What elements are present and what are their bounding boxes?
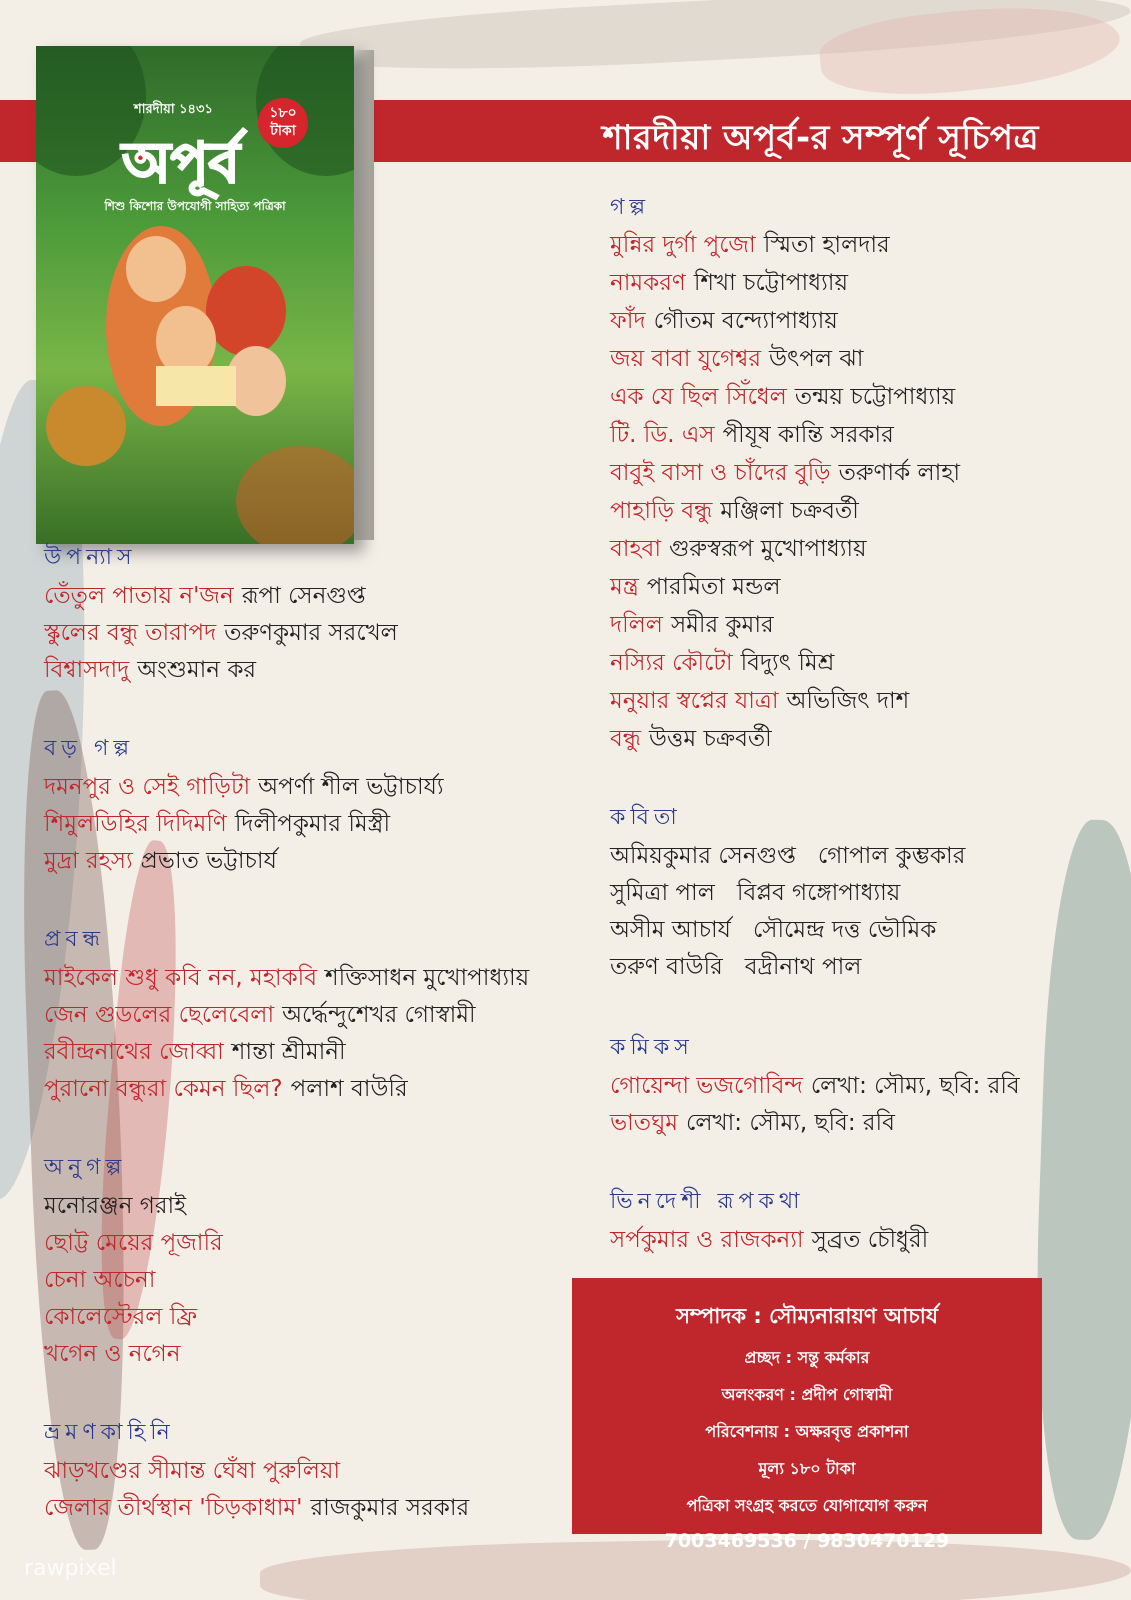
section-label-kabita: কবিতা	[610, 805, 682, 830]
list-item: মনুয়ার স্বপ্নের যাত্রা অভিজিৎ দাশ	[610, 688, 910, 714]
list-item: কোলেস্টেরল ফ্রি	[44, 1304, 198, 1330]
cover-flowers-illustration	[236, 446, 354, 544]
list-item: ভাতঘুম লেখা: সৌম্য, ছবি: রবি	[610, 1110, 895, 1136]
cover-credit: প্রচ্ছদ : সন্তু কর্মকার	[744, 1348, 870, 1367]
list-item: সুমিত্রা পাল বিপ্লব গঙ্গোপাধ্যায়	[610, 880, 901, 906]
credits-box	[572, 1278, 1042, 1552]
distribution-credit: পরিবেশনায় : অক্ষরবৃত্ত প্রকাশনা	[705, 1422, 909, 1441]
list-item: মাইকেল শুধু কবি নন, মহাকবি শক্তিসাধন মুখোপাধ্যায়	[44, 965, 530, 991]
list-item: তেঁতুল পাতায় ন'জন রূপা সেনগুপ্ত	[44, 583, 366, 609]
list-item: অসীম আচার্য সৌমেন্দ্র দত্ত ভৌমিক	[610, 917, 937, 943]
list-item: সর্পকুমার ও রাজকন্যা সুব্রত চৌধুরী	[610, 1227, 929, 1253]
list-item: ঝাড়খণ্ডের সীমান্ত ঘেঁষা পুরুলিয়া	[44, 1458, 341, 1484]
list-item: খগেন ও নগেন	[44, 1341, 181, 1367]
cover-issue-label: শারদীয়া ১৪৩১	[134, 102, 213, 117]
lion-illustration	[46, 386, 126, 466]
magazine-cover	[36, 46, 354, 544]
list-item: জেন গুডলের ছেলেবেলা অর্দ্ধেন্দুশেখর গোস্বামী	[44, 1002, 476, 1028]
section-label-bideshi: ভিনদেশী রূপকথা	[610, 1189, 805, 1214]
list-item: গোয়েন্দা ভজগোবিন্দ লেখা: সৌম্য, ছবি: রবি	[610, 1073, 1020, 1099]
section-label-galpo: গল্প	[610, 195, 651, 220]
section-label-baro-galpo: বড় গল্প	[44, 736, 135, 761]
anugalpo-author: মনোরঞ্জন গরাই	[44, 1193, 187, 1219]
list-item: বিশ্বাসদাদু অংশুমান কর	[44, 657, 257, 683]
section-label-comics: কমিকস	[610, 1035, 694, 1060]
child-figure-illustration	[206, 266, 286, 356]
illustration-credit: অলংকরণ : প্রদীপ গোস্বামী	[721, 1385, 893, 1404]
mother-face-illustration	[126, 236, 186, 302]
list-item: জেলার তীর্থস্থান 'চিড়কাধাম' রাজকুমার সরকার	[44, 1495, 470, 1521]
section-label-bhraman: ভ্রমণকাহিনি	[44, 1420, 175, 1445]
cover-title: অপূর্ব	[122, 131, 240, 196]
list-item: দমনপুর ও সেই গাড়িটা অপর্ণা শীল ভট্টাচার্য্য	[44, 774, 444, 800]
list-item: টি. ডি. এস পীযূষ কান্তি সরকার	[610, 422, 894, 448]
section-label-prabandha: প্রবন্ধ	[44, 927, 106, 952]
list-item: রবীন্দ্রনাথের জোব্বা শান্তা শ্রীমানী	[44, 1039, 346, 1065]
list-item: ছোট্ট মেয়ের পূজারি	[44, 1230, 223, 1256]
list-item: এক যে ছিল সিঁধেল তন্ময় চট্টোপাধ্যায়	[610, 384, 956, 410]
editor-credit: সম্পাদক : সৌম্যনারায়ণ আচার্য	[676, 1304, 938, 1328]
cover-price-badge: ১৮০ টাকা	[258, 98, 308, 148]
list-item: শিমুলডিহির দিদিমণি দিলীপকুমার মিস্ত্রী	[44, 811, 391, 837]
cover-tagline: শিশু কিশোর উপযোগী সাহিত্য পত্রিকা	[104, 199, 286, 213]
list-item: নস্যির কৌটো বিদ্যুৎ মিশ্র	[610, 650, 835, 676]
list-item: নামকরণ শিখা চট্টোপাধ্যায়	[610, 270, 848, 296]
phone-numbers: 7003469536 / 9830470129	[664, 1530, 950, 1552]
brush-stroke-green-right	[1027, 818, 1131, 1541]
list-item: স্কুলের বন্ধু তারাপদ তরুণকুমার সরখেল	[44, 620, 398, 646]
book-spine	[354, 50, 374, 540]
watermark: rawpixel	[24, 1556, 117, 1581]
section-label-upanyas: উপন্যাস	[44, 545, 137, 570]
list-item: জয় বাবা যুগেশ্বর উৎপল ঝা	[610, 346, 864, 372]
list-item: চেনা অচেনা	[44, 1267, 156, 1293]
list-item: পুরানো বন্ধুরা কেমন ছিল? পলাশ বাউরি	[44, 1076, 408, 1102]
price-text: মূল্য ১৮০ টাকা	[758, 1459, 856, 1478]
open-book-illustration	[156, 366, 236, 406]
list-item: দলিল সমীর কুমার	[610, 612, 774, 638]
list-item: বাবুই বাসা ও চাঁদের বুড়ি তরুণার্ক লাহা	[610, 460, 961, 486]
list-item: মন্ত্র পারমিতা মন্ডল	[610, 574, 781, 600]
list-item: বাহবা গুরুস্বরূপ মুখোপাধ্যায়	[610, 536, 867, 562]
list-item: তরুণ বাউরি বদ্রীনাথ পাল	[610, 954, 862, 980]
section-label-anugalpo: অনুগল্প	[44, 1155, 127, 1180]
list-item: পাহাড়ি বন্ধু মঞ্জিলা চক্রবর্তী	[610, 498, 859, 524]
page-title: শারদীয়া অপূর্ব-র সম্পূর্ণ সূচিপত্র	[602, 118, 1039, 158]
list-item: মুন্নির দুর্গা পুজো স্মিতা হালদার	[610, 232, 890, 258]
list-item: অমিয়কুমার সেনগুপ্ত গোপাল কুম্ভকার	[610, 843, 966, 869]
list-item: বন্ধু উত্তম চক্রবর্তী	[610, 726, 772, 752]
list-item: ফাঁদ গৌতম বন্দ্যোপাধ্যায়	[610, 308, 838, 334]
list-item: মুদ্রা রহস্য প্রভাত ভট্টাচার্য	[44, 848, 277, 874]
contact-text: পত্রিকা সংগ্রহ করতে যোগাযোগ করুন	[686, 1496, 928, 1515]
